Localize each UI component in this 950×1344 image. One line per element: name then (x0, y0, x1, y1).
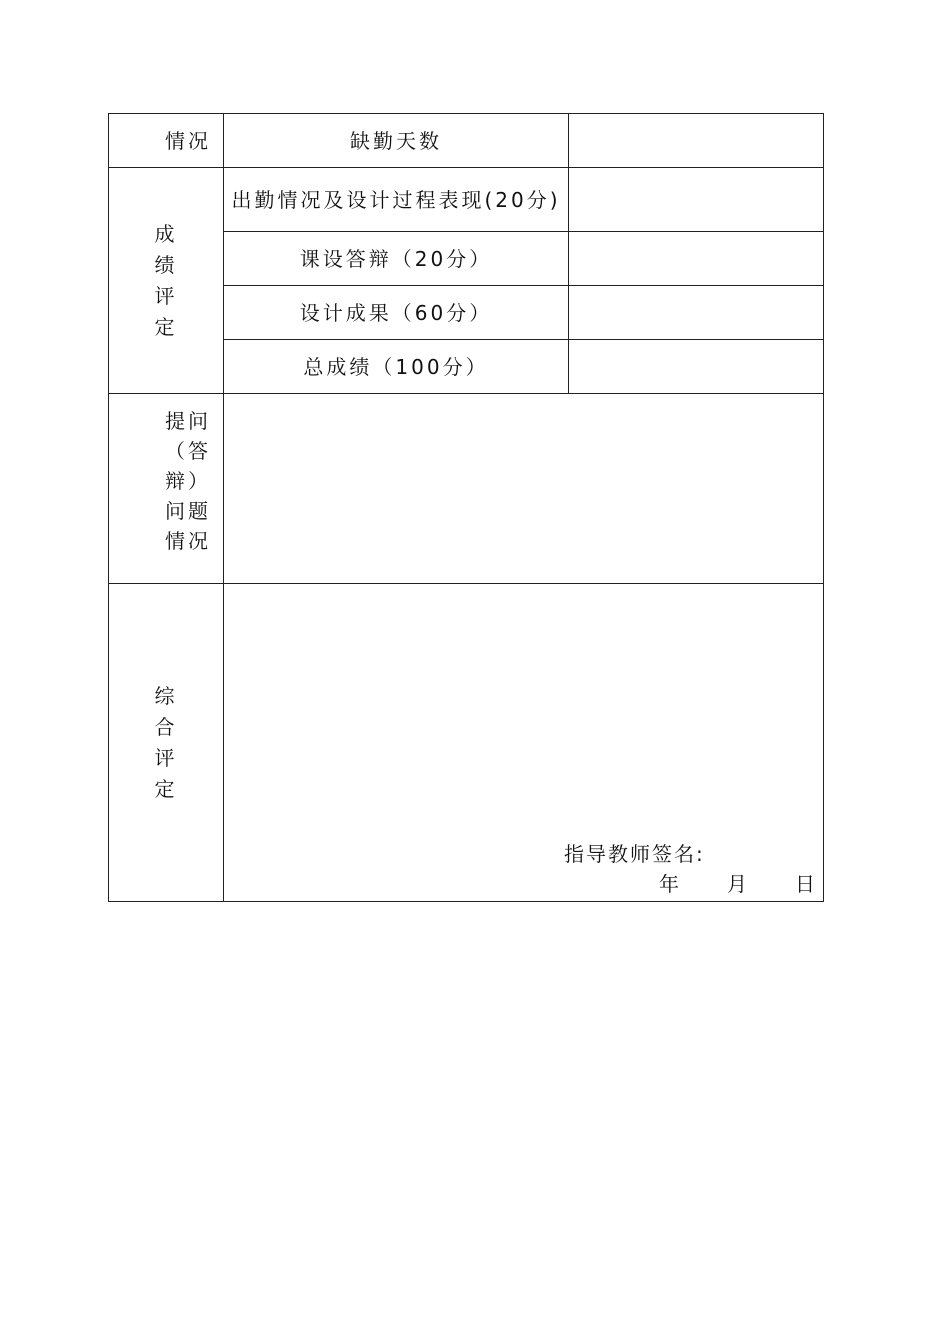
defense-questions-content[interactable] (224, 394, 824, 584)
overall-label-cell (109, 584, 224, 902)
grading-score-defense[interactable] (569, 232, 824, 286)
grading-score-attendance[interactable] (569, 168, 824, 232)
advisor-signature-label: 指导教师签名: (564, 842, 705, 866)
attendance-row (109, 114, 824, 168)
date-day-label: 日 (795, 872, 815, 896)
grading-score-total[interactable] (569, 340, 824, 394)
grading-item-result: 设计成果（60分） (224, 286, 569, 340)
overall-label-char: 定 (154, 776, 178, 801)
defense-questions-label (109, 394, 224, 584)
overall-evaluation-content[interactable] (224, 584, 824, 902)
defense-questions-label-line: 提问 (165, 409, 211, 433)
grading-label-char: 绩 (154, 252, 178, 277)
defense-questions-row (109, 394, 824, 584)
defense-questions-label-line: 辩） (165, 469, 211, 493)
date-year-label: 年 (659, 872, 679, 896)
overall-label-char: 综 (154, 683, 178, 708)
absence-days-label: 缺勤天数 (224, 114, 569, 168)
overall-evaluation-row (109, 584, 824, 902)
grading-score-result[interactable] (569, 286, 824, 340)
evaluation-table (108, 113, 824, 902)
signature-date (659, 869, 815, 899)
overall-label-char: 合 (154, 714, 178, 739)
grading-label-char: 评 (154, 283, 178, 308)
grading-label-char: 定 (154, 314, 178, 339)
grading-item-total: 总成绩（100分） (224, 340, 569, 394)
grading-label-cell (109, 168, 224, 394)
grading-row-attendance (109, 168, 824, 232)
defense-questions-label-line: 问题 (165, 499, 211, 523)
overall-label-char: 评 (154, 745, 178, 770)
grading-label-char: 成 (154, 221, 178, 246)
date-month-label: 月 (727, 872, 747, 896)
attendance-label: 情况 (109, 114, 224, 168)
grading-item-attendance: 出勤情况及设计过程表现(20分) (224, 168, 569, 232)
grading-item-defense: 课设答辩（20分） (224, 232, 569, 286)
defense-questions-label-line: （答 (165, 439, 211, 463)
absence-days-field[interactable] (569, 114, 824, 168)
defense-questions-label-line: 情况 (165, 529, 211, 553)
